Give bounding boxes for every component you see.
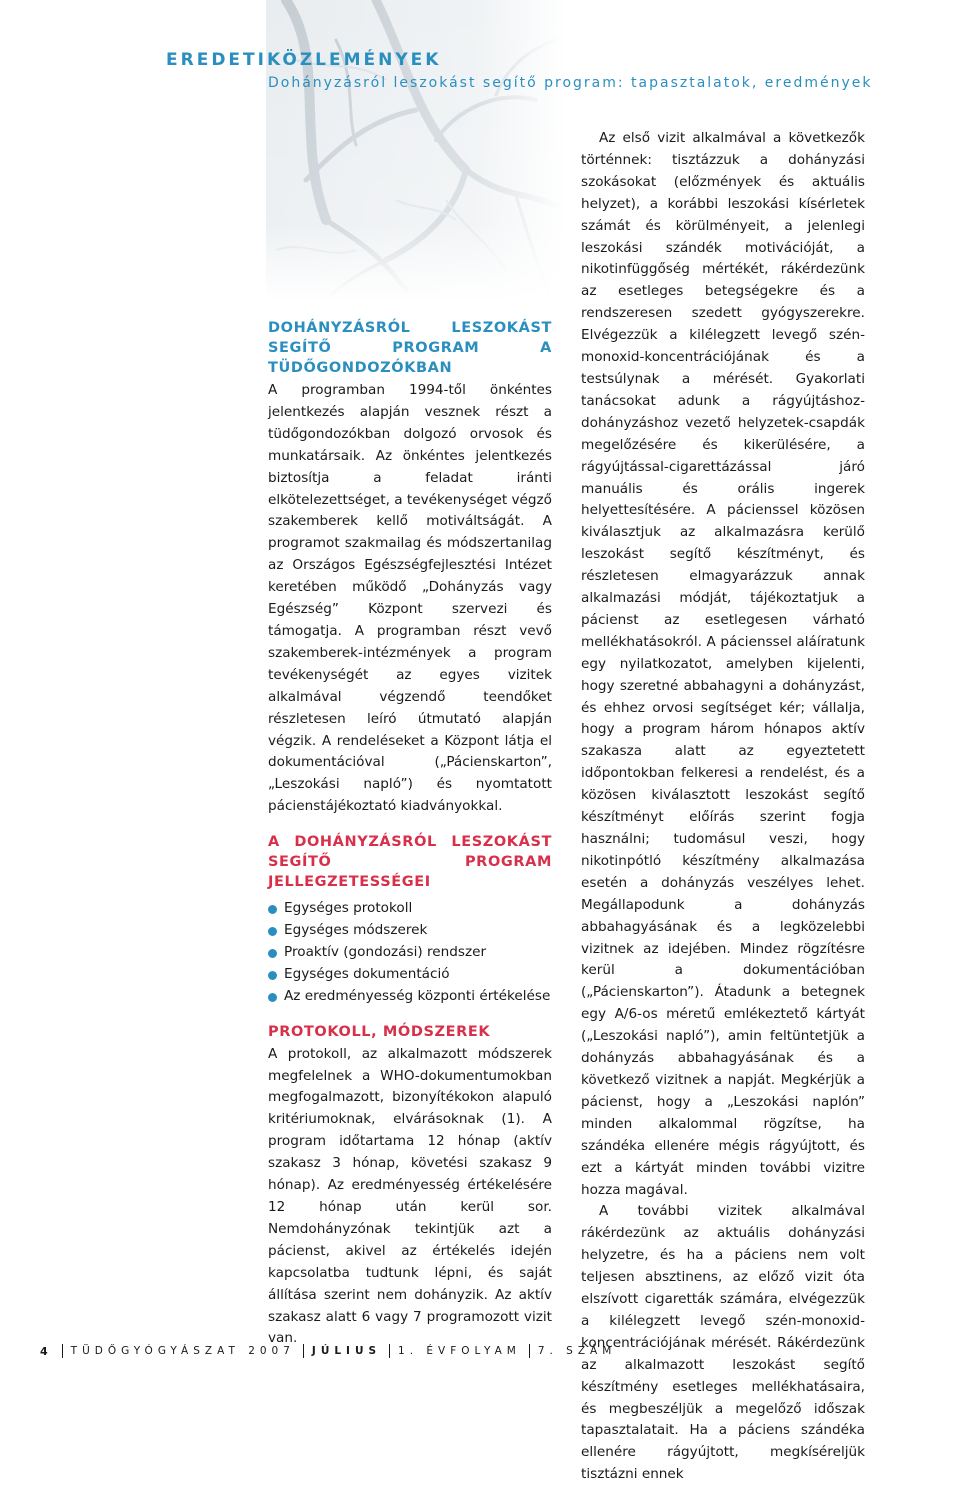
bullet-dot-icon xyxy=(268,971,277,980)
list-item xyxy=(268,986,552,1008)
list-item xyxy=(268,942,552,964)
list-item-text: Egységes módszerek xyxy=(284,922,428,939)
heading-program-characteristics: A DOHÁNYZÁSRÓL LESZOKÁST SEGÍTŐ PROGRAM JELLEGZETESSÉGEI xyxy=(268,834,552,891)
list-item xyxy=(268,898,552,920)
bullet-dot-icon xyxy=(268,905,277,914)
list-item-text: Az eredményesség központi értékelése xyxy=(284,987,551,1004)
list-item-text: Egységes dokumentáció xyxy=(284,965,450,982)
bullet-dot-icon xyxy=(268,927,277,936)
running-title: Dohányzásról leszokást segítő program: tapasztalatok, eredmények xyxy=(268,75,873,91)
footer-divider xyxy=(529,1344,530,1358)
characteristics-list xyxy=(268,898,552,1008)
bullet-dot-icon xyxy=(268,993,277,1002)
footer-divider xyxy=(303,1344,304,1358)
issue-month: JÚLIUS xyxy=(311,1345,382,1357)
page-footer xyxy=(40,1341,616,1361)
left-paragraph-2: A protokoll, az alkalmazott módszerek megfelelnek a WHO-dokumentumokban megfogalmazott, bizonyítékokon alapuló kritériumoknak, elvárásoknak (1). A program időtartama 12 hónap (aktív szakasz 3 hónap, követési szakasz 9 hónap). Az eredményesség értékelésére 12 hónap után kerül sor. Nemdohányzónak tekintjük azt a pácienst, akivel az értékelés idején kapcsolatba tudtunk lépni, és saját állítása szerint nem dohányzik. Az aktív szakasz alatt 6 vagy 7 programozott vizit van. xyxy=(268,1045,552,1347)
list-item-text: Egységes protokoll xyxy=(284,900,413,917)
section-label-part2: KÖZLEMÉNYEK xyxy=(266,50,442,70)
footer-divider xyxy=(389,1344,390,1358)
right-column xyxy=(581,128,865,1486)
footer-divider xyxy=(62,1344,63,1358)
list-item xyxy=(268,964,552,986)
page-number: 4 xyxy=(40,1344,48,1358)
bronchial-tree-image xyxy=(266,0,566,300)
section-label xyxy=(166,50,441,70)
left-column xyxy=(268,318,552,1350)
heading-program-in-clinics: DOHÁNYZÁSRÓL LESZOKÁST SEGÍTŐ PROGRAM A TÜDŐGONDOZÓKBAN xyxy=(268,320,552,376)
right-paragraph-1: Az első vizit alkalmával a következők történnek: tisztázzuk a dohányzási szokásokat (előzmények és aktuális helyzet), a korábbi leszokási kísérletek számát és körülményeit, a jelenlegi leszokási szándék motivációját, a nikotinfüggőség mértékét, rákérdezünk az esetleges betegségekre és a rendszeresen szedett gyógyszerekre. Elvégezzük a kilélegzett levegő szén-monoxid-koncentrációjának és a testsúlynak a mérését. Gyakorlati tanácsokat adunk a rágyújtáshoz-dohányzáshoz vezető helyzetek-csapdák megelőzésére és kikerülésére, a rágyújtással-cigarettázással járó manuális és orális ingerek helyettesítésére. A pácienssel közösen kiválasztjuk az alkalmazásra kerülő leszokást segítő készítményt, és részletesen elmagyarázzuk annak alkalmazási módját, tájékoztatjuk a pácienst az esetlegesen várható mellékhatásokról. A pácienssel aláíratunk egy nyilatkozatot, amelyben kijelenti, hogy szeretné abbahagyni a dohányzást, és ehhez orvosi segítséget kér; vállalja, hogy a program három hónapos aktív szakasza alatt az egyeztetett időpontokban felkeresi a rendelést, és a közösen kiválasztott leszokást segítő készítményt előírás szerint fogja használni; tudomásul veszi, hogy nikotinpótló készítmény alkalmazása esetén a dohányzás veszélyes lehet. Megállapodunk a dohányzás abbahagyásának és a legközelebbi vizitnek az idejében. Mindez rögzítésre kerül a dokumentációban („Pácienskarton”). Átadunk a betegnek egy A/6-os méretű emlékeztető kártyát („Leszokási napló”), amin feltüntetjük a dohányzás abbahagyásának és a következő vizitnek a napját. Megkérjük a pácienst, hogy a „Leszokási naplón” minden alkalommal rögzítse, ha szándéka ellenére mégis rágyújtott, és ezt a kártyát minden további vizitre hozza magával. xyxy=(581,130,865,1198)
right-paragraph-2: A további vizitek alkalmával rákérdezünk az aktuális dohányzási helyzetre, és ha a páciens nem volt teljesen absztinens, az előző vizit óta elszívott cigaretták számára, elvégezzük a kilélegzett levegő szén-monoxid-koncentrációjának mérését. Rákérdezünk az alkalmazott leszokást segítő készítmény esetleges mellékhatásaira, és megbeszéljük a megelőző időszak tapasztalatait. Ha a páciens szándéka ellenére rágyújtott, megkíséreljük tisztázni ennek xyxy=(581,1203,865,1483)
heading-protocol-methods: PROTOKOLL, MÓDSZEREK xyxy=(268,1023,491,1040)
journal-name: TÜDŐGYÓGYÁSZAT 2007 xyxy=(70,1345,295,1357)
bullet-dot-icon xyxy=(268,949,277,958)
volume-label: 1. ÉVFOLYAM xyxy=(398,1345,521,1357)
list-item xyxy=(268,920,552,942)
issue-number: 7. SZÁM xyxy=(537,1345,617,1357)
section-label-part1: EREDETI xyxy=(166,50,267,70)
left-paragraph-1: A programban 1994-től önkéntes jelentkezés alapján vesznek részt a tüdőgondozókban dolgozó orvosok és munkatársaik. Az önkéntes jelentkezés biztosítja a feladat iránti elkötelezettséget, a tevékenységet végző szakemberek kellő motiváltságát. A programot szakmailag és módszertanilag az Országos Egészségfejlesztési Intézet keretében működő „Dohányzás vagy Egészség” Központ szervezi és támogatja. A programban részt vevő szakemberek-intézmények a program tevékenységét az egyes vizitek alkalmával végzendő teendőket részletesen leíró útmutató alapján végzik. A rendeléseket a Központ látja el dokumentációval („Pácienskarton”, „Leszokási napló”) és nyomtatott pácienstájékoztató kiadványokkal. xyxy=(268,382,552,815)
list-item-text: Proaktív (gondozási) rendszer xyxy=(284,943,487,960)
lung-illustration xyxy=(266,0,566,300)
